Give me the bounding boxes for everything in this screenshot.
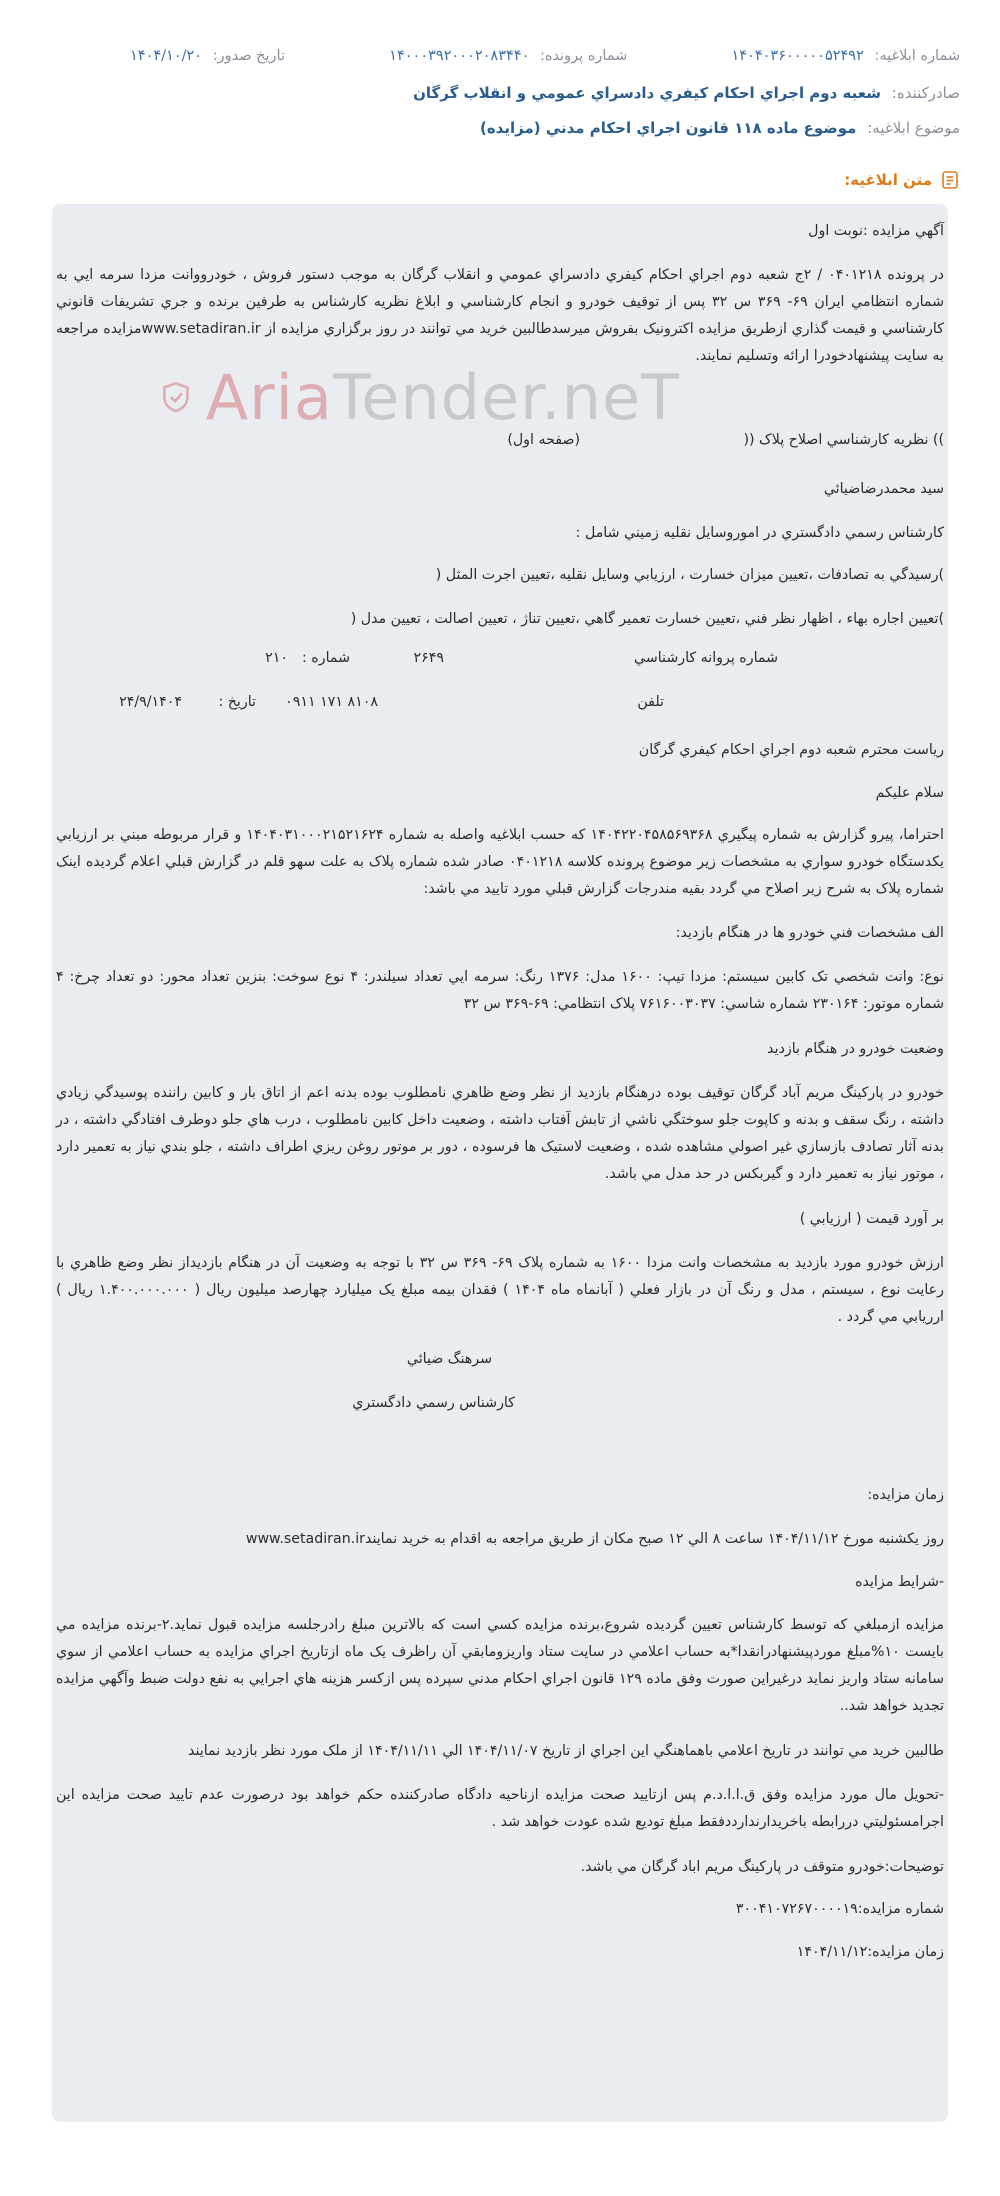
header-meta-row (40, 48, 960, 74)
vehicle-condition: خودرو در پارکينگ مريم آباد گرگان توقيف بوده درهنگام بازديد از نظر وضع ظاهري نامطلوب بوده بدنه اعم از اتاق بار و کابين راننده پوسيدگي زيادي داشته ، رنگ سقف و بدنه و کاپوت جلو سوختگي ناشي از تابش آفتاب داشته ، وضعيت داخل کابين نامطلوب ، درب هاي جلو دوطرف افتادگي داشته ، در بدنه آثار تصادف بازسازي غير اصولي مشاهده شده ، وضعيت لاستيک ها فرسوده ، دور بر موتور روغن ريزي اطراف داشته ، جلو بندي نياز به تعمير دارد ، موتور نياز به تعمير دارد و گيربکس در حد مدل مي باشد. (56, 1085, 944, 1182)
tender-title: آگهي مزايده :نوبت اول (808, 223, 944, 239)
case-number-value: ۱۴۰۰۰۳۹۲۰۰۰۲۰۸۳۴۴۰ (389, 48, 530, 64)
license-label: شماره پروانه کارشناسي (634, 650, 778, 666)
issuer-line (413, 84, 960, 102)
condition-heading: وضعيت خودرو در هنگام بازديد (767, 1041, 944, 1057)
notice-number-value: ۱۴۰۴۰۳۶۰۰۰۰۰۵۲۴۹۲ (731, 48, 864, 64)
expert-scope-1: )رسيدگي به تصادفات ،تعيين ميزان خسارت ، ارزيابي وسايل نقليه ،تعيين اجرت المثل ( (435, 567, 944, 583)
valuation-heading: بر آورد قيمت ( ارزيابي ) (799, 1211, 944, 1227)
issue-date-label: تاريخ صدور: (212, 48, 285, 64)
notice-number-label: شماره ابلاغيه: (874, 48, 960, 64)
case-number-field (389, 48, 627, 74)
auction-time-heading: زمان مزايده: (867, 1487, 944, 1503)
phone-number: ۰۹۱۱ ۱۷۱ ۸۱۰۸ (285, 694, 378, 710)
date-label: تاريخ : (218, 694, 256, 710)
notice-text-title: متن ابلاغيه: (844, 171, 932, 189)
license-no-label: شماره : (302, 650, 350, 666)
issue-date-value: ۱۴۰۴/۱۰/۲۰ (130, 48, 203, 64)
auction-conditions-heading: -شرايط مزايده (855, 1574, 944, 1590)
watermark-text: AriaTender.neT (205, 360, 680, 434)
license-no-value: ۲۱۰ (265, 650, 288, 666)
issue-date-field (130, 48, 285, 74)
document-icon (940, 170, 960, 190)
auction-date: زمان مزايده:۱۴۰۴/۱۱/۱۲ (796, 1944, 944, 1960)
auction-number: شماره مزايده:۳۰۰۴۱۰۷۲۶۷۰۰۰۰۱۹ (735, 1901, 944, 1917)
visit-notice: طالبين خريد مي توانند در تاريخ اعلامي باهماهنگي اين اجراي از تاريخ ۱۴۰۴/۱۱/۰۷ الي ۱۴۰۴/۱۱/۱۱ از ملک مورد نظر بازديد نمايند (188, 1743, 944, 1759)
expert-title: کارشناس رسمي دادگستري در اموروسايل نقليه زميني شامل : (575, 525, 944, 541)
signer-title: کارشناس رسمي دادگستري (352, 1395, 515, 1411)
subject-line (480, 119, 960, 137)
issuer-value: شعبه دوم اجراي احکام کيفري دادسراي عمومي و انقلاب گرگان (413, 84, 881, 102)
signer-name: سرهنگ ضيائي (406, 1351, 492, 1367)
page-indicator: (صفحه اول) (507, 432, 580, 448)
paragraph-intro: در پرونده ۰۴۰۱۲۱۸ / ۲ج شعبه دوم اجراي احکام کيفري دادسراي عمومي و انقلاب گرگان به موجب دستور فروش ، خودرووانت مزدا سرمه ايي به شماره انتظامي ايران ۶۹- ۳۶۹ س ۳۲ پس از توقيف خودرو و انجام کارشناسي و ابلاغ نظريه کارشناس به طرفين برنده و جري تشريفات قانوني کارشناسي و قيمت گذاري ازطريق مزايده اکترونيک بفروش ميرسدطالبين خريد مي توانند در روز برگزاري مزايده از www.setadiran.irمزايده مراجعه به سايت پيشنهادخودرا ارائه وتسليم نمايند. (56, 267, 944, 364)
subject-value: موضوع ماده ۱۱۸ قانون اجراي احکام مدني (مزايده) (479, 119, 857, 137)
date-value: ۲۴/۹/۱۴۰۴ (119, 694, 182, 710)
case-number-label: شماره پرونده: (539, 48, 628, 64)
specs-heading: الف مشخصات فني خودرو ها در هنگام بازديد: (675, 925, 944, 941)
subject-label: موضوع ابلاغيه: (867, 119, 960, 137)
license-number: ۲۶۴۹ (413, 650, 444, 666)
notice-text-heading (844, 170, 960, 190)
valuation-text: ارزش خودرو مورد بازديد به مشخصات وانت مزدا ۱۶۰۰ به شماره پلاک ۶۹- ۳۶۹ س ۳۲ با توجه به وضعيت آن در هنگام بازديداز نظر وضع ظاهري با رعايت نوع ، سيستم ، مدل و رنگ آن در بازار فعلي ( آبانماه ماه ۱۴۰۴ ) فقدان بيمه مبلغ يک ميليارد چهارصد ميليون ريال ( ۱.۴۰۰.۰۰۰.۰۰۰ ريال ) ارريابي مي گردد . (56, 1255, 944, 1325)
addressee: رياست محترم شعبه دوم اجراي احکام کيفري گرگان (638, 742, 944, 758)
auction-conditions-text: مزايده ازمبلغي که توسط کارشناس تعيين گرديده شروع،برنده مزايده کسي است که بالاترين مبلغ رادرجلسه مزايده قبول نمايد.۲-برنده مزايده مي بايست ۱۰%مبلغ موردپيشنهادرانقدا*به حساب اعلامي در سايت ستاد واريزومابقي آن راظرف يک ماه ازتاريخ اجراي مزايده به حساب اعلامي از سوي سامانه ستاد واريز نمايد درغيراين صورت وفق ماده ۱۲۹ قانون اجراي احکام مدني سپرده پس ازکسر هزينه هاي اجرايي به نفع دولت ضبط وآگهي مزايده تجديد خواهد شد.. (56, 1617, 944, 1714)
description-note: توضيحات:خودرو متوقف در پارکينگ مريم اباد گرگان مي باشد. (580, 1859, 944, 1875)
expert-opinion-heading: )) نظريه کارشناسي اصلاح پلاک (( (743, 432, 944, 448)
paragraph-reference: احتراما، پيرو گزارش به شماره پيگيري ۱۴۰۴۲۲۰۴۵۸۵۶۹۳۶۸ که حسب ابلاغيه واصله به شماره ۱۴۰۴۰۳۱۰۰۰۲۱۵۲۱۶۲۴ و قرار مربوطه مبني بر ارزيابي يکدستگاه خودرو سواري به مشخصات زير موضوع پرونده کلاسه ۰۴۰۱۲۱۸ صادر شده شماره پلاک به علت سهو قلم در گزارش قبلي اعلام گرديده اينک شماره پلاک به شرح زير اصلاح مي گردد بقيه مندرجات گزارش قبلي مورد تاييد مي باشد: (56, 827, 944, 897)
issuer-label: صادرکننده: (891, 84, 960, 102)
greeting: سلام عليکم (875, 785, 944, 801)
expert-name: سيد محمدرضاضيائي (823, 481, 944, 497)
auction-time-text: روز يکشنبه مورخ ۱۴۰۴/۱۱/۱۲ ساعت ۸ الي ۱۲ صبح مکان از طريق مراجعه به اقدام به خريد نمايندwww.setadiran.ir (245, 1531, 944, 1547)
delivery-notice: -تحويل مال مورد مزايده وفق ق.ا.ا.د.م پس ازتاييد صحت مزايده ازناحيه دادگاه صادرکننده حکم خواهد بود درصورت عدم تاييد صحت مزايده اين اجرامسئوليتي دررابطه باخريدارندارددفقط مبلغ توديع شده عودت خواهد شد . (56, 1787, 944, 1830)
vehicle-specs: نوع: وانت شخصي تک کابين سيستم: مزدا تيپ: ۱۶۰۰ مدل: ۱۳۷۶ رنگ: سرمه ايي تعداد سيلندر: ۴ نوع سوخت: بنزين تعداد محور: دو تعداد چرخ: ۴ شماره موتور: ۲۳۰۱۶۴ شماره شاسي: ۷۶۱۶۰۰۳۰۳۷ پلاک انتظامي: ۶۹-۳۶۹ س ۳۲ (56, 969, 945, 1012)
notice-number-field (731, 48, 960, 74)
expert-scope-2: )تعيين اجاره بهاء ، اظهار نظر فني ،تعيين خسارت تعمير گاهي ،تعيين تناژ ، تعيين اصالت ، تعيين مدل ( (350, 611, 944, 627)
phone-label: تلفن (637, 694, 664, 710)
